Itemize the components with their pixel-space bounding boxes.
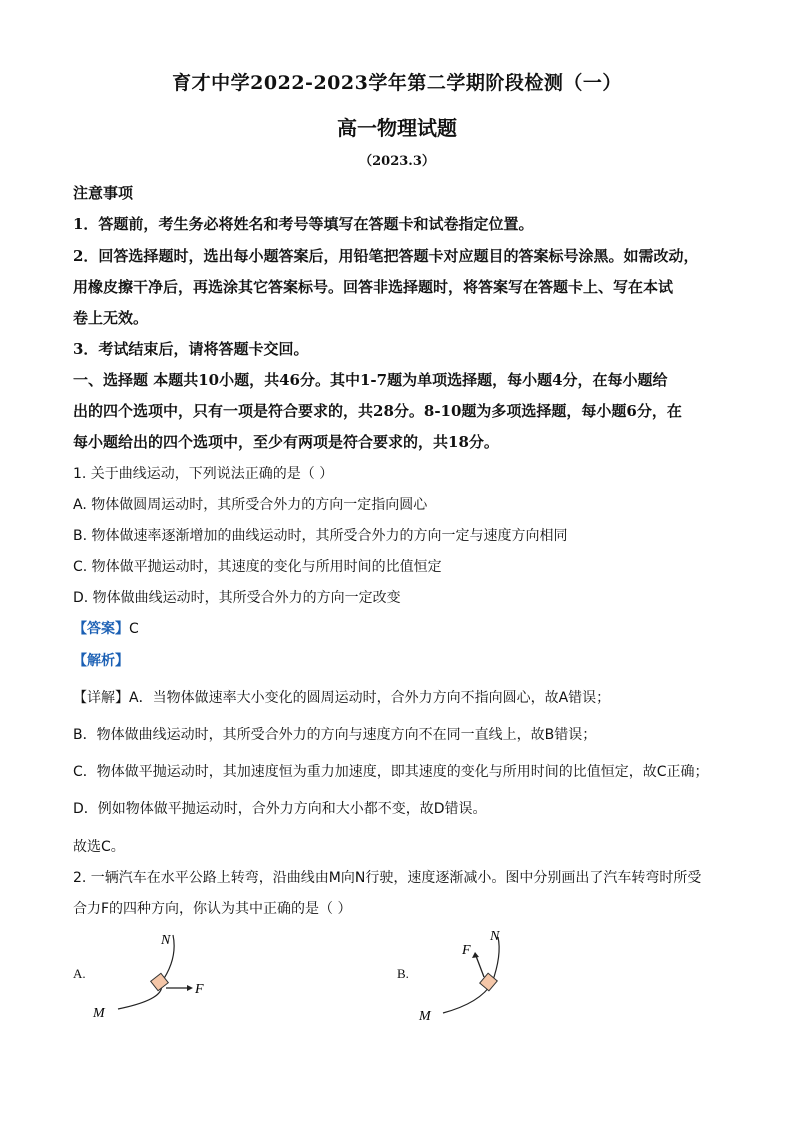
detail-a-text: A．当物体做速率大小变化的圆周运动时，合外力方向不指向圆心，故A错误； <box>129 690 611 706</box>
note-item-2-line-3: 卷上无效。 <box>73 309 149 327</box>
analysis-tag: 【解析】 <box>73 653 129 669</box>
question-1-option-c: C. 物体做平抛运动时，其速度的变化与所用时间的比值恒定 <box>73 559 442 575</box>
note-item-3: 3．考试结束后，请将答题卡交回。 <box>73 340 309 358</box>
force-arrow-shaft <box>476 956 484 977</box>
note-item-2-line-2: 用橡皮擦干净后，再选涂其它答案标号。回答非选择题时，将答案写在答题卡上、写在本试 <box>73 278 674 296</box>
section-instructions-line-3: 每小题给出的四个选项中，至少有两项是符合要求的，共18分。 <box>73 433 499 451</box>
note-item-1: 1．答题前，考生务必将姓名和考号等填写在答题卡和试卷指定位置。 <box>73 215 534 233</box>
question-1-detail-d: D．例如物体做平抛运动时，合外力方向和大小都不变，故D错误。 <box>73 801 487 817</box>
question-2-option-b-label: B. <box>397 966 409 981</box>
exam-date: （2023.3） <box>359 154 435 169</box>
question-1-stem: 1. 关于曲线运动，下列说法正确的是（ ） <box>73 466 334 482</box>
question-1-detail-a <box>73 687 733 707</box>
notes-heading: 注意事项 <box>73 184 134 202</box>
label-m: M <box>93 1006 105 1021</box>
question-1-answer <box>73 618 733 638</box>
question-1-detail-b: B．物体做曲线运动时，其所受合外力的方向与速度方向不在同一直线上，故B错误； <box>73 727 597 743</box>
detail-tag: 【详解】 <box>73 690 129 706</box>
note-item-2-line-1: 2．回答选择题时，选出每小题答案后，用铅笔把答题卡对应题目的答案标号涂黑。如需改动， <box>73 247 699 265</box>
section-instructions-line-2: 出的四个选项中，只有一项是符合要求的，共28分。8-10题为多项选择题，每小题6分，在 <box>73 402 682 420</box>
question-2-option-a-label: A. <box>73 966 86 981</box>
answer-tag: 【答案】 <box>73 621 129 637</box>
label-n: N <box>490 929 500 944</box>
section-instructions-line-1: 一、选择题 本题共10小题，共46分。其中1-7题为单项选择题，每小题4分，在每小题给 <box>73 371 668 389</box>
question-1-option-a: A. 物体做圆周运动时，其所受合外力的方向一定指向圆心 <box>73 497 428 513</box>
question-1-conclusion: 故选C。 <box>73 839 125 855</box>
label-f: F <box>195 982 204 997</box>
force-arrow-head <box>187 985 193 991</box>
exam-title: 育才中学2022-2023学年第二学期阶段检测（一） <box>172 72 622 94</box>
label-f: F <box>462 943 471 958</box>
question-1-analysis-heading <box>73 650 733 670</box>
option-b-diagram <box>410 925 550 1025</box>
exam-subtitle: 高一物理试题 <box>337 116 457 140</box>
question-2-stem-line-2: 合力F的四种方向，你认为其中正确的是（ ） <box>73 901 352 917</box>
label-n: N <box>161 933 171 948</box>
force-arrow-head <box>472 952 479 958</box>
option-a-diagram <box>85 925 225 1025</box>
question-1-option-b: B. 物体做速率逐渐增加的曲线运动时，其所受合外力的方向一定与速度方向相同 <box>73 528 568 544</box>
question-2-stem-line-1: 2. 一辆汽车在水平公路上转弯，沿曲线由M向N行驶，速度逐渐减小。图中分别画出了汽车转弯时所受 <box>73 870 702 886</box>
question-1-option-d: D. 物体做曲线运动时，其所受合外力的方向一定改变 <box>73 590 401 606</box>
label-m: M <box>419 1009 431 1024</box>
answer-value: C <box>129 621 139 637</box>
question-1-detail-c: C．物体做平抛运动时，其加速度恒为重力加速度，即其速度的变化与所用时间的比值恒定，故C正确； <box>73 764 709 780</box>
